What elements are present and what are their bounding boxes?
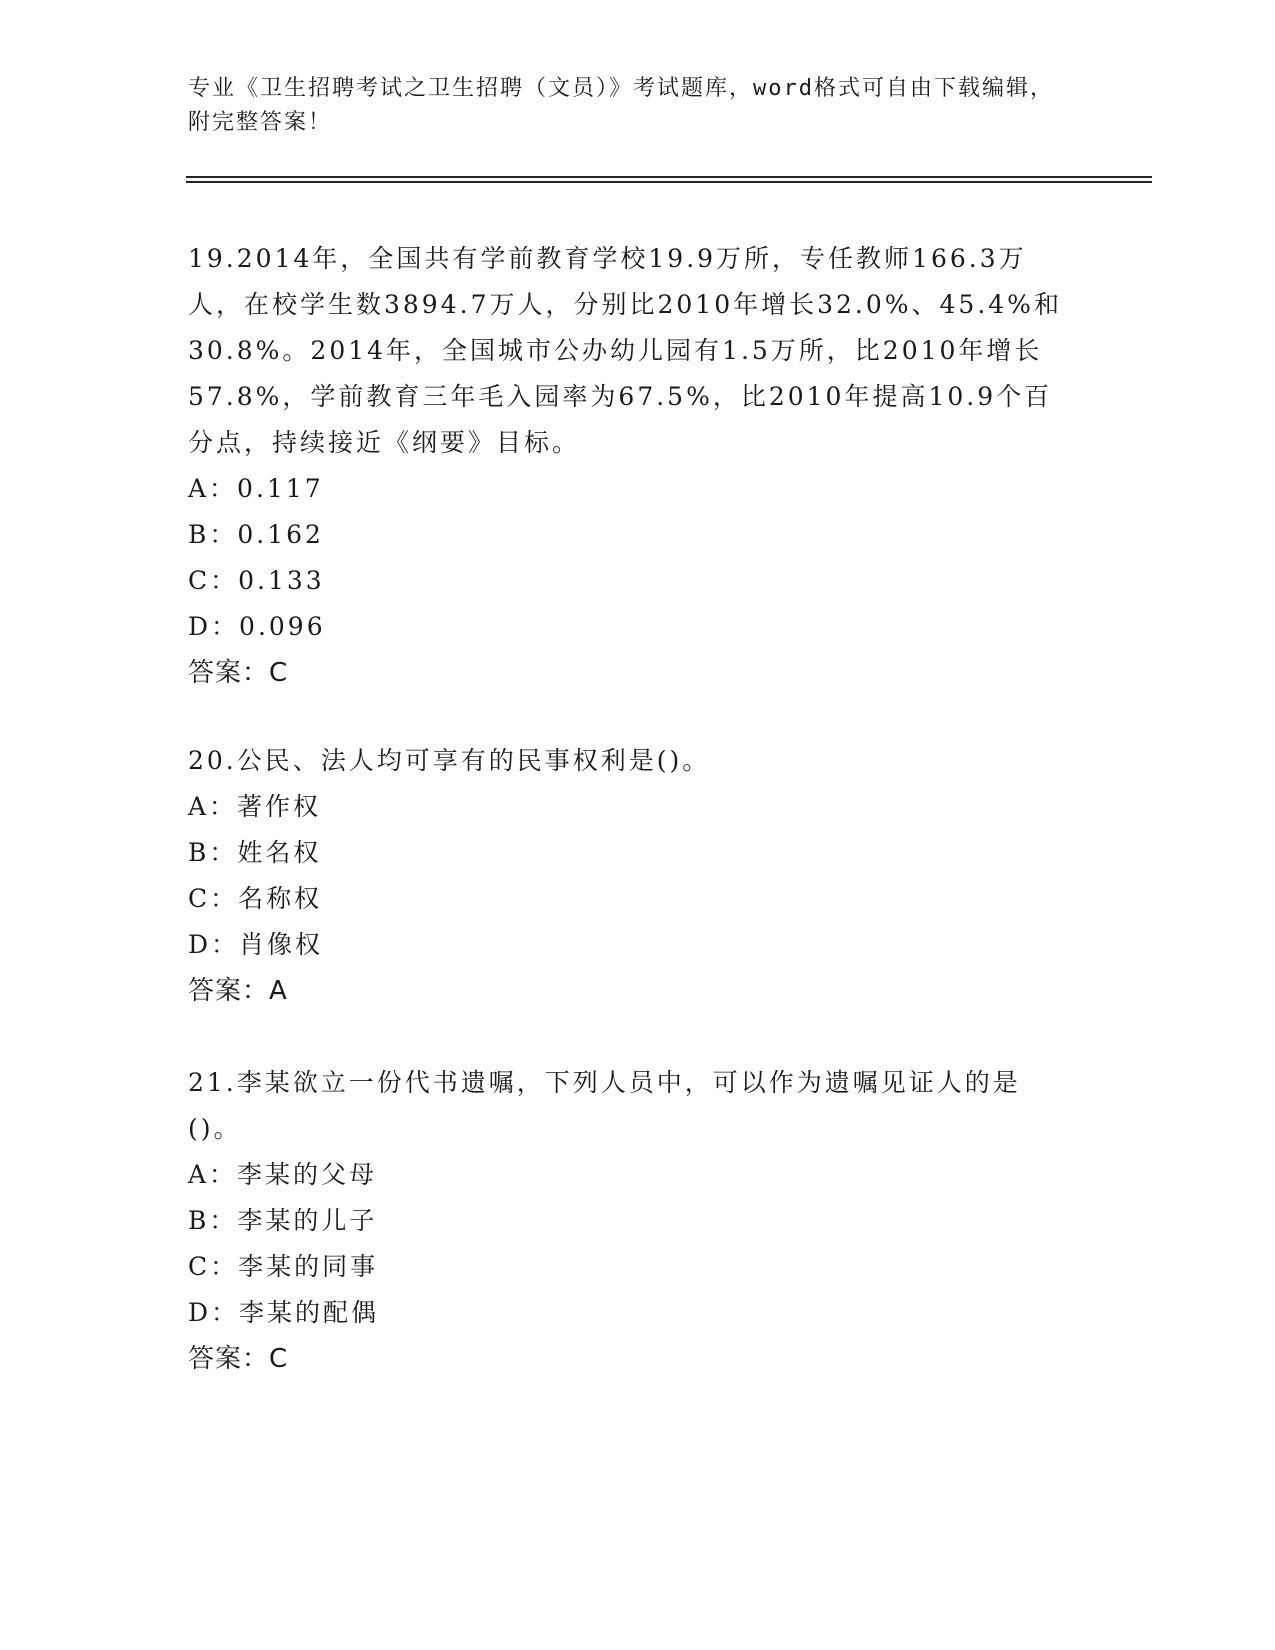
option-d: D：肖像权 <box>188 930 324 959</box>
option-b: B：李某的儿子 <box>188 1206 378 1235</box>
header-divider-top <box>186 176 1152 178</box>
document-header: 专业《卫生招聘考试之卫生招聘（文员）》考试题库，word格式可自由下载编辑，附完整答案！ <box>188 76 1054 135</box>
option-c: C：0.133 <box>188 566 325 595</box>
option-d: D：李某的配偶 <box>188 1298 380 1327</box>
option-d: D：0.096 <box>188 612 326 641</box>
header-divider-bottom <box>186 181 1152 183</box>
option-a: A：李某的父母 <box>188 1160 378 1189</box>
answer: 答案：A <box>188 976 288 1006</box>
option-a: A：0.117 <box>188 474 324 503</box>
question-19 <box>188 236 1068 696</box>
question-stem: 21.李某欲立一份代书遗嘱，下列人员中，可以作为遗嘱见证人的是()。 <box>188 1068 1021 1143</box>
question-stem: 19.2014年，全国共有学前教育学校19.9万所，专任教师166.3万人，在校学生数3894.7万人，分别比2010年增长32.0%、45.4%和30.8%。2014年，全国城市公办幼儿园有1.5万所，比2010年增长57.8%，学前教育三年毛入园率为67.5%，比2010年提高10.9个百分点，持续接近《纲要》目标。 <box>188 244 1062 457</box>
question-20 <box>188 738 1068 1014</box>
answer: 答案：C <box>188 1344 289 1374</box>
option-a: A：著作权 <box>188 792 322 821</box>
option-c: C：李某的同事 <box>188 1252 379 1281</box>
option-b: B：姓名权 <box>188 838 322 867</box>
question-21 <box>188 1060 1068 1382</box>
question-stem: 20.公民、法人均可享有的民事权利是()。 <box>188 746 711 775</box>
answer: 答案：C <box>188 658 289 688</box>
option-c: C：名称权 <box>188 884 323 913</box>
option-b: B：0.162 <box>188 520 324 549</box>
